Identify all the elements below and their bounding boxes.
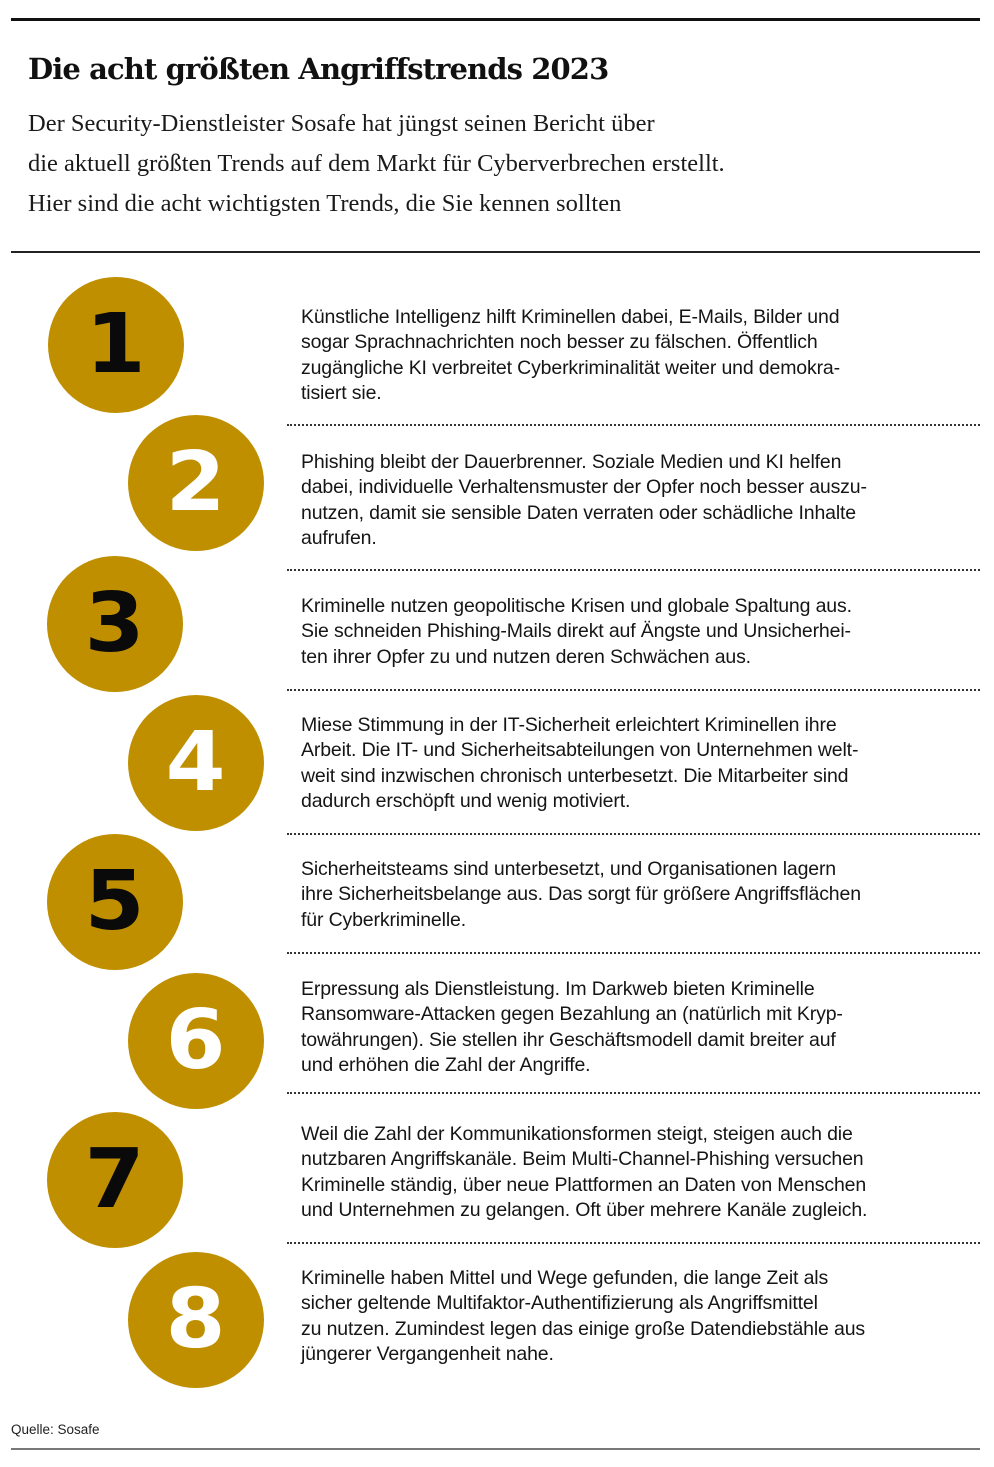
dotted-divider (287, 833, 980, 835)
trend-line: Künstliche Intelligenz hilft Kriminellen dabei, E-Mails, Bilder und (301, 306, 840, 328)
trend-line: Kriminelle haben Mittel und Wege gefunden, die lange Zeit als (301, 1267, 829, 1289)
trend-line: und Unternehmen zu gelangen. Oft über mehrere Kanäle zugleich. (301, 1198, 868, 1221)
trend-number-badge-2 (128, 415, 264, 551)
trend-line: ihre Sicherheitsbelange aus. Das sorgt für größere Angriffsflächen (301, 883, 861, 906)
trend-line: dadurch erschöpft und wenig motiviert. (301, 789, 631, 812)
trend-number-badge-6 (128, 973, 264, 1109)
bottom-rule (11, 1448, 980, 1450)
header-divider (11, 251, 980, 253)
trend-line: Arbeit. Die IT- und Sicherheitsabteilungen von Unternehmen welt- (301, 739, 859, 762)
top-rule (11, 18, 980, 21)
trend-text-7 (301, 1122, 971, 1223)
trend-line: und erhöhen die Zahl der Angriffe. (301, 1053, 591, 1076)
trend-line: sogar Sprachnachrichten noch besser zu fälschen. Öffentlich (301, 331, 818, 354)
trend-line: ten ihrer Opfer zu und nutzen deren Schwächen aus. (301, 645, 751, 668)
trend-number-badge-8 (128, 1252, 264, 1388)
trend-text-4 (301, 713, 971, 814)
dotted-divider (287, 424, 980, 426)
trend-line: nutzen, damit sie sensible Daten verraten oder schädliche Inhalte (301, 501, 856, 524)
trend-line: Weil die Zahl der Kommunikationsformen steigt, steigen auch die (301, 1123, 853, 1145)
trend-line: Kriminelle ständig, über neue Plattformen an Daten von Menschen (301, 1173, 867, 1196)
trend-line: Phishing bleibt der Dauerbrenner. Soziale Medien und KI helfen (301, 451, 842, 473)
trend-line: Erpressung als Dienstleistung. Im Darkweb bieten Kriminelle (301, 978, 815, 1000)
trend-line: Ransomware-Attacken gegen Bezahlung an (natürlich mit Kryp- (301, 1003, 843, 1026)
trend-number-badge-1 (48, 277, 184, 413)
trend-number: 8 (166, 1272, 226, 1367)
trend-line: sicher geltende Multifaktor-Authentifizierung als Angriffsmittel (301, 1292, 818, 1315)
trend-number-badge-7 (47, 1112, 183, 1248)
dotted-divider (287, 569, 980, 571)
trend-text-8 (301, 1266, 971, 1367)
trend-line: dabei, individuelle Verhaltensmuster der Opfer noch besser auszu- (301, 476, 867, 499)
trend-number: 6 (166, 993, 226, 1088)
trend-number: 2 (166, 435, 226, 530)
trend-number: 7 (85, 1132, 145, 1227)
trend-text-6 (301, 977, 971, 1078)
trend-line: tisiert sie. (301, 381, 382, 404)
trend-text-1 (301, 305, 971, 406)
trend-number: 3 (85, 576, 145, 671)
trend-line: nutzbaren Angriffskanäle. Beim Multi-Channel-Phishing versuchen (301, 1148, 864, 1171)
trend-number: 4 (166, 715, 226, 810)
trend-line: Miese Stimmung in der IT-Sicherheit erleichtert Kriminellen ihre (301, 714, 837, 736)
trend-line: Sie schneiden Phishing-Mails direkt auf Ängste und Unsicherhei- (301, 620, 851, 643)
trend-number-badge-5 (47, 834, 183, 970)
trend-line: Kriminelle nutzen geopolitische Krisen und globale Spaltung aus. (301, 595, 852, 617)
trend-number: 5 (85, 854, 145, 949)
dotted-divider (287, 952, 980, 954)
trend-line: zu nutzen. Zumindest legen das einige große Datendiebstähle aus (301, 1317, 866, 1340)
dotted-divider (287, 1242, 980, 1244)
trend-line: jüngerer Vergangenheit nahe. (301, 1342, 554, 1365)
dotted-divider (287, 1092, 980, 1094)
dotted-divider (287, 689, 980, 691)
trend-text-3 (301, 594, 971, 670)
intro-line: Der Security-Dienstleister Sosafe hat jüngst seinen Bericht über (28, 110, 655, 137)
trend-line: aufrufen. (301, 526, 377, 549)
trend-line: weit sind inzwischen chronisch unterbesetzt. Die Mitarbeiter sind (301, 764, 849, 787)
trend-number: 1 (86, 297, 146, 392)
source-note: Quelle: Sosafe (11, 1422, 100, 1437)
trend-line: towährungen). Sie stellen ihr Geschäftsmodell damit breiter auf (301, 1028, 836, 1051)
trend-line: zugängliche KI verbreitet Cyberkriminalität weiter und demokra- (301, 356, 840, 379)
page-title: Die acht größten Angriffstrends 2023 (28, 52, 609, 86)
intro-line: die aktuell größten Trends auf dem Markt für Cyberverbrechen erstellt. (28, 150, 725, 177)
trend-number-badge-3 (47, 556, 183, 692)
trend-text-2 (301, 450, 971, 551)
trend-number-badge-4 (128, 695, 264, 831)
intro-text (28, 104, 968, 224)
intro-line: Hier sind die acht wichtigsten Trends, die Sie kennen sollten (28, 190, 622, 217)
trend-line: für Cyberkriminelle. (301, 908, 466, 931)
trend-text-5 (301, 857, 971, 933)
trend-line: Sicherheitsteams sind unterbesetzt, und Organisationen lagern (301, 858, 837, 880)
